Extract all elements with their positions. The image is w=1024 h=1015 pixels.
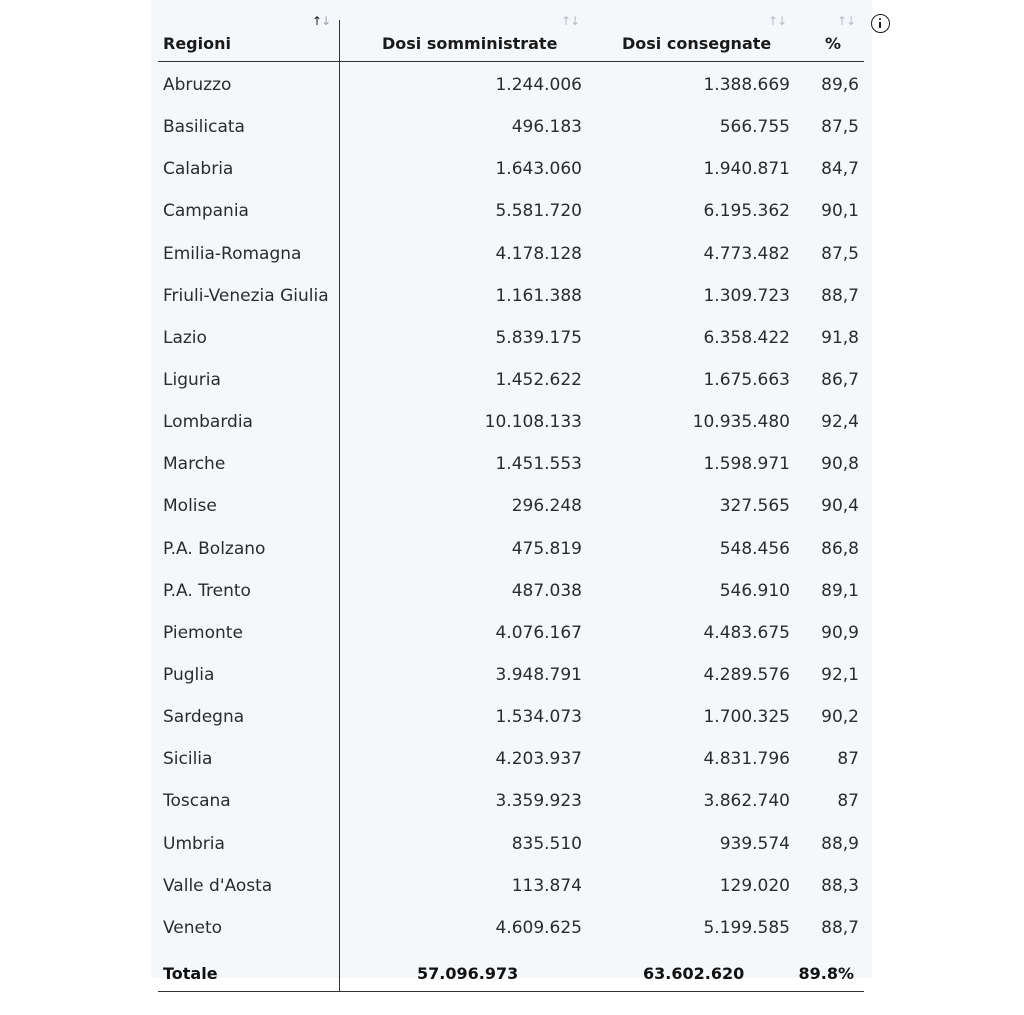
dosi-somministrate-cell: 4.076.167 bbox=[495, 622, 582, 643]
dosi-somministrate-cell: 4.609.625 bbox=[495, 917, 582, 938]
percentuale-cell: 88,7 bbox=[821, 917, 859, 938]
total-row bbox=[0, 949, 1024, 991]
percentuale-cell: 90,4 bbox=[821, 496, 859, 517]
table-row bbox=[0, 612, 1024, 654]
region-cell: Veneto bbox=[163, 917, 223, 938]
dosi-consegnate-cell: 10.935.480 bbox=[692, 412, 790, 433]
region-cell: P.A. Bolzano bbox=[163, 538, 266, 559]
percentuale-cell: 90,9 bbox=[821, 622, 859, 643]
dosi-consegnate-cell: 1.700.325 bbox=[703, 707, 790, 728]
table-row bbox=[0, 401, 1024, 443]
dosi-consegnate-cell: 6.195.362 bbox=[703, 201, 790, 222]
region-cell: Lazio bbox=[163, 327, 207, 348]
region-cell: P.A. Trento bbox=[163, 580, 251, 601]
header-regioni[interactable]: Regioni bbox=[163, 34, 231, 53]
percentuale-cell: 84,7 bbox=[821, 159, 859, 180]
dosi-somministrate-cell: 296.248 bbox=[511, 496, 582, 517]
dosi-consegnate-cell: 939.574 bbox=[719, 833, 790, 854]
dosi-somministrate-cell: 4.203.937 bbox=[495, 749, 582, 770]
table-row bbox=[0, 738, 1024, 780]
percentuale-cell: 88,3 bbox=[821, 875, 859, 896]
dosi-somministrate-cell: 1.643.060 bbox=[495, 159, 582, 180]
table-row bbox=[0, 823, 1024, 865]
total-somministrate: 57.096.973 bbox=[417, 963, 519, 983]
dosi-consegnate-cell: 566.755 bbox=[719, 117, 790, 138]
table-row bbox=[0, 317, 1024, 359]
region-cell: Sardegna bbox=[163, 707, 245, 728]
region-cell: Toscana bbox=[163, 791, 231, 812]
dosi-somministrate-cell: 487.038 bbox=[511, 580, 582, 601]
region-cell: Umbria bbox=[163, 833, 225, 854]
dosi-somministrate-cell: 475.819 bbox=[511, 538, 582, 559]
dosi-somministrate-cell: 496.183 bbox=[511, 117, 582, 138]
percentuale-cell: 90,1 bbox=[821, 201, 859, 222]
dosi-consegnate-cell: 4.289.576 bbox=[703, 664, 790, 685]
table-row bbox=[0, 443, 1024, 485]
region-cell: Emilia-Romagna bbox=[163, 243, 302, 264]
percentuale-cell: 86,7 bbox=[821, 369, 859, 390]
percentuale-cell: 87,5 bbox=[821, 117, 859, 138]
table-row bbox=[0, 907, 1024, 949]
dosi-consegnate-cell: 4.773.482 bbox=[703, 243, 790, 264]
region-cell: Calabria bbox=[163, 159, 234, 180]
dosi-consegnate-cell: 1.388.669 bbox=[703, 75, 790, 95]
dosi-somministrate-cell: 3.948.791 bbox=[495, 664, 582, 685]
table-row bbox=[0, 570, 1024, 612]
region-cell: Sicilia bbox=[163, 749, 213, 770]
percentuale-cell: 90,2 bbox=[821, 707, 859, 728]
dosi-somministrate-cell: 113.874 bbox=[511, 875, 582, 896]
dosi-consegnate-cell: 548.456 bbox=[719, 538, 790, 559]
percentuale-cell: 92,4 bbox=[821, 412, 859, 433]
region-cell: Piemonte bbox=[163, 622, 243, 643]
table-row bbox=[0, 190, 1024, 232]
table-row bbox=[0, 275, 1024, 317]
dosi-somministrate-cell: 10.108.133 bbox=[484, 412, 582, 433]
dosi-consegnate-cell: 327.565 bbox=[719, 496, 790, 517]
dosi-consegnate-cell: 1.309.723 bbox=[703, 285, 790, 306]
region-cell: Puglia bbox=[163, 664, 215, 685]
percentuale-cell: 88,9 bbox=[821, 833, 859, 854]
table-bottom-border bbox=[158, 991, 864, 992]
percentuale-cell: 92,1 bbox=[821, 664, 859, 685]
dosi-somministrate-cell: 1.451.553 bbox=[495, 454, 582, 475]
sort-arrows-icon[interactable]: ↑↓ bbox=[312, 14, 331, 28]
region-cell: Lombardia bbox=[163, 412, 253, 433]
sort-arrows-icon[interactable]: ↑↓ bbox=[837, 14, 856, 28]
percentuale-cell: 91,8 bbox=[821, 327, 859, 348]
region-cell: Molise bbox=[163, 496, 217, 517]
percentuale-cell: 89,6 bbox=[821, 75, 859, 95]
table-row bbox=[0, 865, 1024, 907]
dosi-consegnate-cell: 1.940.871 bbox=[703, 159, 790, 180]
header-dosi-consegnate[interactable]: Dosi consegnate bbox=[622, 34, 772, 53]
table-row bbox=[0, 233, 1024, 275]
dosi-somministrate-cell: 3.359.923 bbox=[495, 791, 582, 812]
region-cell: Marche bbox=[163, 454, 226, 475]
dosi-consegnate-cell: 1.675.663 bbox=[703, 369, 790, 390]
header-percentuale[interactable]: % bbox=[825, 34, 842, 53]
table-body bbox=[0, 64, 1024, 991]
percentuale-cell: 88,7 bbox=[821, 285, 859, 306]
total-consegnate: 63.602.620 bbox=[643, 963, 745, 983]
table-row bbox=[0, 106, 1024, 148]
percentuale-cell: 86,8 bbox=[821, 538, 859, 559]
dosi-somministrate-cell: 1.161.388 bbox=[495, 285, 582, 306]
dosi-somministrate-cell: 5.581.720 bbox=[495, 201, 582, 222]
table-row bbox=[0, 696, 1024, 738]
dosi-consegnate-cell: 129.020 bbox=[719, 875, 790, 896]
region-cell: Abruzzo bbox=[163, 75, 232, 95]
sort-arrows-icon[interactable]: ↑↓ bbox=[561, 14, 580, 28]
dosi-somministrate-cell: 1.244.006 bbox=[495, 75, 582, 95]
table-row bbox=[0, 64, 1024, 106]
table-row bbox=[0, 528, 1024, 570]
table-row bbox=[0, 485, 1024, 527]
dosi-somministrate-cell: 1.534.073 bbox=[495, 707, 582, 728]
dosi-somministrate-cell: 5.839.175 bbox=[495, 327, 582, 348]
header-divider bbox=[158, 61, 864, 62]
percentuale-cell: 90,8 bbox=[821, 454, 859, 475]
total-percentuale: 89.8% bbox=[798, 963, 854, 983]
percentuale-cell: 87 bbox=[837, 791, 859, 812]
dosi-somministrate-cell: 1.452.622 bbox=[495, 369, 582, 390]
dosi-consegnate-cell: 4.831.796 bbox=[703, 749, 790, 770]
percentuale-cell: 87 bbox=[837, 749, 859, 770]
info-icon[interactable] bbox=[871, 14, 890, 33]
table-row bbox=[0, 359, 1024, 401]
region-cell: Friuli-Venezia Giulia bbox=[163, 285, 329, 306]
table-row bbox=[0, 148, 1024, 190]
percentuale-cell: 87,5 bbox=[821, 243, 859, 264]
dosi-consegnate-cell: 6.358.422 bbox=[703, 327, 790, 348]
table-row bbox=[0, 654, 1024, 696]
dosi-consegnate-cell: 4.483.675 bbox=[703, 622, 790, 643]
dosi-somministrate-cell: 835.510 bbox=[511, 833, 582, 854]
region-cell: Valle d'Aosta bbox=[163, 875, 273, 896]
percentuale-cell: 89,1 bbox=[821, 580, 859, 601]
sort-arrows-icon[interactable]: ↑↓ bbox=[768, 14, 787, 28]
dosi-somministrate-cell: 4.178.128 bbox=[495, 243, 582, 264]
region-cell: Liguria bbox=[163, 369, 221, 390]
dosi-consegnate-cell: 1.598.971 bbox=[703, 454, 790, 475]
region-cell: Basilicata bbox=[163, 117, 245, 138]
region-cell: Campania bbox=[163, 201, 249, 222]
total-label: Totale bbox=[163, 963, 218, 983]
table-row bbox=[0, 780, 1024, 822]
dosi-consegnate-cell: 546.910 bbox=[719, 580, 790, 601]
header-dosi-somministrate[interactable]: Dosi somministrate bbox=[382, 34, 558, 53]
dosi-consegnate-cell: 5.199.585 bbox=[703, 917, 790, 938]
dosi-consegnate-cell: 3.862.740 bbox=[703, 791, 790, 812]
